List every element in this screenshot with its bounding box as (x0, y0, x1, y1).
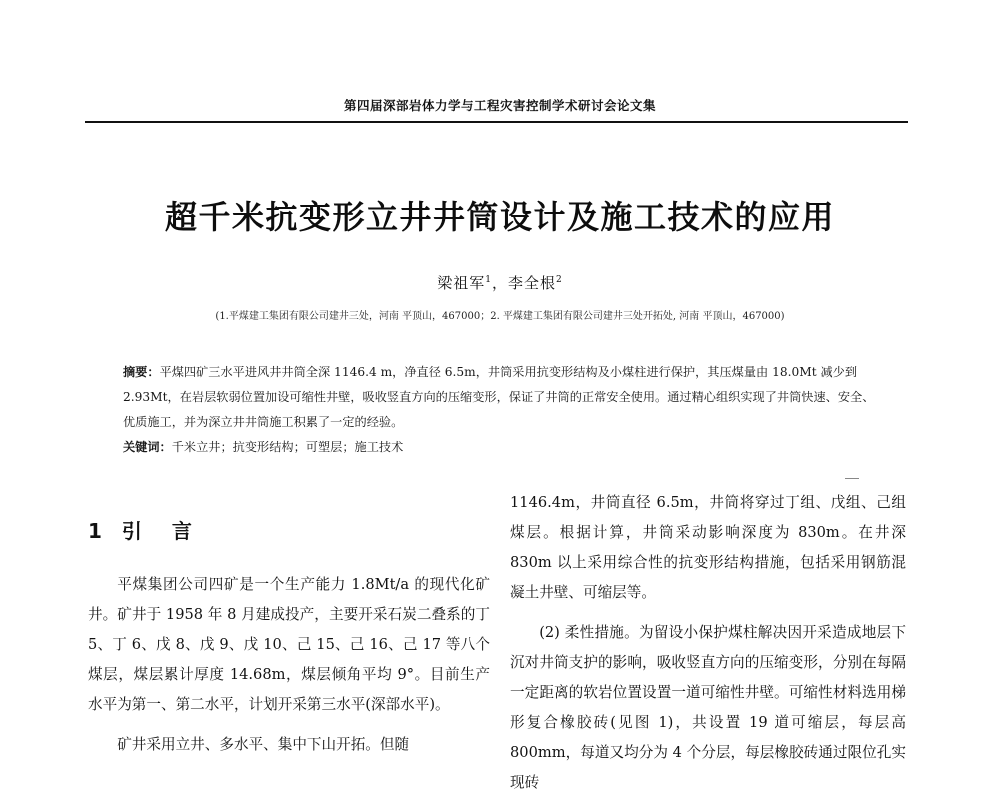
abstract-label: 摘要： (123, 365, 160, 379)
body-paragraph: 平煤集团公司四矿是一个生产能力 1.8Mt/a 的现代化矿井。矿井于 1958 年 8 月建成投产，主要开采石炭二叠系的丁 5、丁 6、戊 8、戊 9、戊 10、己 15、己 16、己 17 等八个煤层，煤层累计厚度 14.68m，煤层倾角平均 9°。目前生产水平为第一、第二水平，计划开采第三水平(深部水平)。 (88, 576, 490, 713)
abstract (123, 360, 883, 435)
author-name: 梁祖军 (437, 274, 486, 292)
author-affiliation-mark: 1 (485, 275, 492, 285)
author-line (0, 272, 1000, 293)
left-column (88, 570, 490, 760)
author-separator: ， (491, 274, 508, 292)
author-affiliation-mark: 2 (556, 275, 563, 285)
divider-mark (845, 478, 859, 479)
keywords (123, 435, 883, 460)
section-title-char: 引 (121, 519, 144, 543)
running-head: 第四届深部岩体力学与工程灾害控制学术研讨会论文集 (343, 98, 656, 113)
body-paragraph: (2) 柔性措施。为留设小保护煤柱解决因开采造成地层下沉对井筒支护的影响，吸收竖直方向的压缩变形，分别在每隔一定距离的软岩位置设置一道可缩性井壁。可缩性材料选用梯形复合橡胶砖(见图 1)，共设置 19 道可缩层，每层高 800mm，每道又均分为 4 个分层，每层橡胶砖通过限位孔实现砖 (510, 624, 906, 791)
affiliation: (1.平煤建工集团有限公司建井三处，河南 平顶山，467000；2. 平煤建工集团有限公司建井三处开拓处, 河南 平顶山，467000) (215, 311, 785, 322)
keywords-label: 关键词： (123, 440, 172, 454)
right-column (510, 488, 906, 798)
body-paragraph: 矿井采用立井、多水平、集中下山开拓。但随 (117, 736, 410, 753)
section-heading (88, 515, 194, 544)
section-title-char: 言 (171, 519, 194, 543)
abstract-text: 平煤四矿三水平进风井井筒全深 1146.4 m，净直径 6.5m，井筒采用抗变形结构及小煤柱进行保护，其压煤量由 18.0Mt 减少到 2.93Mt，在岩层软弱位置加设可缩性井壁，吸收竖直方向的压缩变形，保证了井筒的正常安全使用。通过精心组织实现了井筒快速、安全、优质施工，并为深立井井筒施工积累了一定的经验。 (123, 365, 875, 429)
section-number: 1 (88, 519, 104, 543)
author-name: 李全根 (508, 274, 557, 292)
body-paragraph: 1146.4m，井筒直径 6.5m，井筒将穿过丁组、戊组、己组煤层。根据计算，井筒采动影响深度为 830m。在井深 830m 以上采用综合性的抗变形结构措施，包括采用钢筋混凝土井壁、可缩层等。 (510, 494, 906, 601)
keywords-text: 千米立井；抗变形结构；可塑层；施工技术 (171, 440, 404, 454)
header-rule (85, 121, 908, 123)
paper-title: 超千米抗变形立井井筒设计及施工技术的应用 (164, 198, 835, 236)
abstract-block (123, 360, 883, 460)
